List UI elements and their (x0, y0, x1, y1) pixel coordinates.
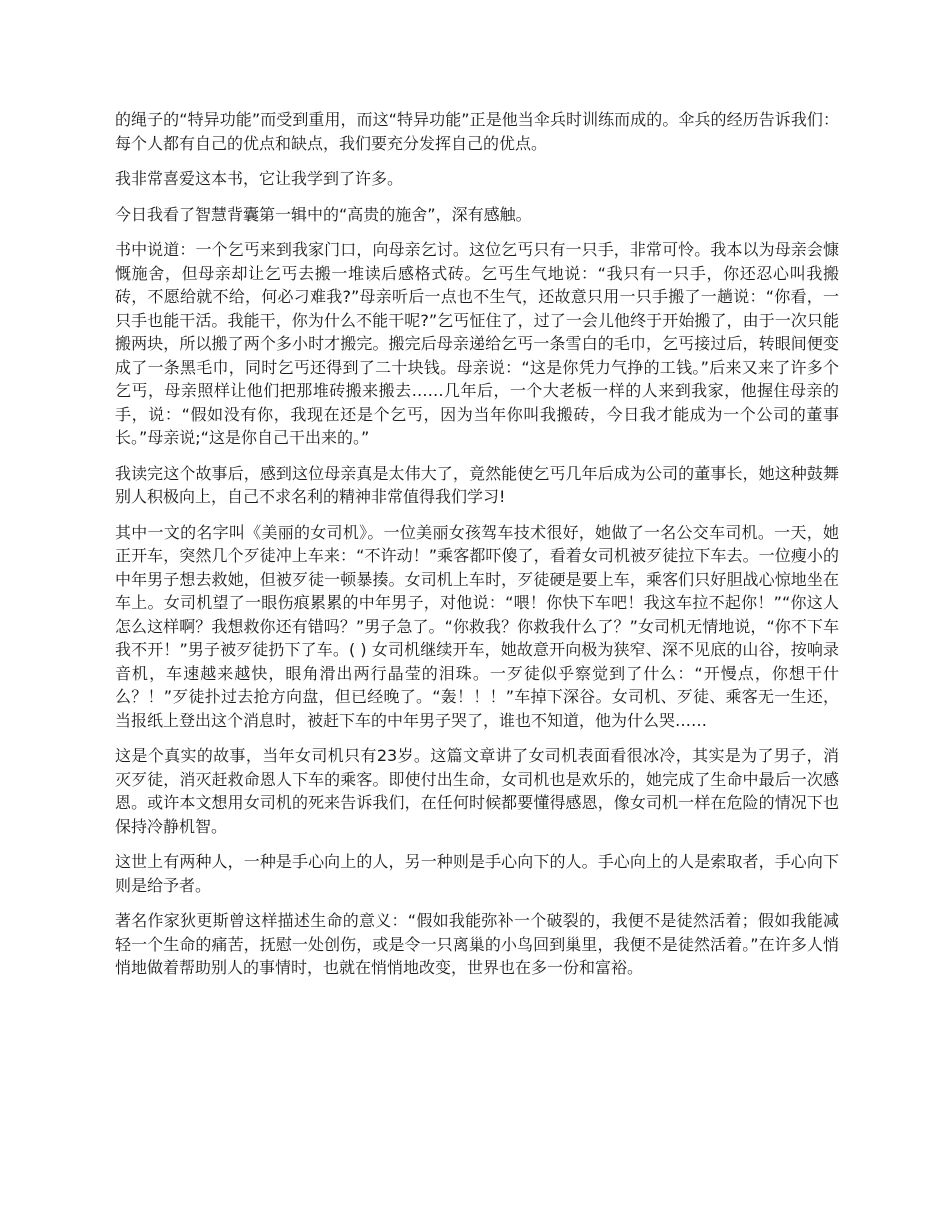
paragraph: 其中一文的名字叫《美丽的女司机》。一位美丽女孩驾车技术很好，她做了一名公交车司机。一天，她正开车，突然几个歹徒冲上车来：“不许动！”乘客都吓傻了，看着女司机被歹徒拉下车去。一位瘦小的中年男子想去救她，但被歹徒一顿暴揍。女司机上车时，歹徒硬是要上车，乘客们只好胆战心惊地坐在车上。女司机望了一眼伤痕累累的中年男子，对他说：“喂！你快下车吧！我这车拉不起你！”“你这人怎么这样啊？我想救你还有错吗？”男子急了。“你救我？你救我什么了？”女司机无情地说，“你不下车我不开！”男子被歹徒扔下了车。( ) 女司机继续开车，她故意开向极为狭窄、深不见底的山谷，按响录音机，车速越来越快，眼角滑出两行晶莹的泪珠。一歹徒似乎察觉到了什么：“开慢点，你想干什么？！”歹徒扑过去抢方向盘，但已经晚了。“轰！！！”车掉下深谷。女司机、歹徒、乘客无一生还，当报纸上登出这个消息时，被赶下车的中年男子哭了，谁也不知道，他为什么哭…… (115, 522, 839, 730)
paragraph: 我读完这个故事后，感到这位母亲真是太伟大了，竟然能使乞丐几年后成为公司的董事长，她这种鼓舞别人积极向上，自己不求名利的精神非常值得我们学习! (115, 463, 839, 506)
paragraph: 这世上有两种人，一种是手心向上的人，另一种则是手心向下的人。手心向上的人是索取者，手心向下则是给予者。 (115, 852, 839, 895)
paragraph: 我非常喜爱这本书，它让我学到了许多。 (115, 169, 404, 188)
document-body (115, 108, 839, 992)
paragraph: 这是个真实的故事，当年女司机只有23岁。这篇文章讲了女司机表面看很冰冷，其实是为了男子，消灭歹徒，消灭赶救命恩人下车的乘客。即使付出生命，女司机也是欢乐的，她完成了生命中最后一次感恩。或许本文想用女司机的死来告诉我们，在任何时候都要懂得感恩，像女司机一样在危险的情况下也保持冷静机智。 (115, 746, 839, 836)
paragraph: 的绳子的“特异功能”而受到重用，而这“特异功能”正是他当伞兵时训练而成的。伞兵的经历告诉我们：每个人都有自己的优点和缺点，我们要充分发挥自己的优点。 (115, 110, 839, 153)
paragraph: 书中说道：一个乞丐来到我家门口，向母亲乞讨。这位乞丐只有一只手，非常可怜。我本以为母亲会慷慨施舍，但母亲却让乞丐去搬一堆读后感格式砖。乞丐生气地说：“我只有一只手，你还忍心叫我搬砖，不愿给就不给，何必刁难我?”母亲听后一点也不生气，还故意只用一只手搬了一趟说：“你看，一只手也能干活。我能干，你为什么不能干呢?”乞丐怔住了，过了一会儿他终于开始搬了，由于一次只能搬两块，所以搬了两个多小时才搬完。搬完后母亲递给乞丐一条雪白的毛巾，乞丐接过后，转眼间便变成了一条黑毛巾，同时乞丐还得到了二十块钱。母亲说：“这是你凭力气挣的工钱。”后来又来了许多个乞丐，母亲照样让他们把那堆砖搬来搬去……几年后，一个大老板一样的人来到我家，他握住母亲的手，说：“假如没有你，我现在还是个乞丐，因为当年你叫我搬砖，今日我才能成为一个公司的董事长。”母亲说;“这是你自己干出来的。” (115, 240, 839, 447)
paragraph: 今日我看了智慧背囊第一辑中的“高贵的施舍”，深有感触。 (115, 204, 532, 224)
paragraph: 著名作家狄更斯曾这样描述生命的意义：“假如我能弥补一个破裂的，我便不是徒然活着；假如我能减轻一个生命的痛苦，抚慰一处创伤，或是令一只离巢的小鸟回到巢里，我便不是徒然活着。”在许多人悄悄地做着帮助别人的事情时，也就在悄悄地改变，世界也在多一份和富裕。 (115, 911, 839, 977)
